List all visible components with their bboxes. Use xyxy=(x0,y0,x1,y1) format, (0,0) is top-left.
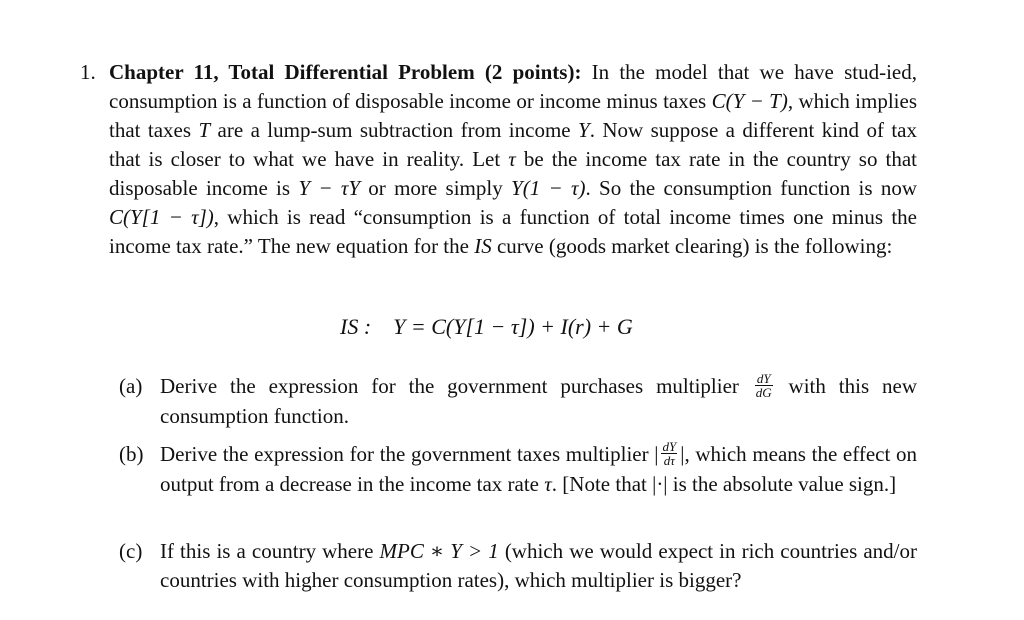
fraction-numerator: dY xyxy=(662,438,677,454)
problem-heading: Chapter 11, Total Differential Problem (2 points): xyxy=(109,60,582,84)
math-is-symbol: IS xyxy=(474,234,492,258)
part-b-text-4: is the absolute value sign.] xyxy=(667,471,897,496)
math-disposable-income-2: Y(1 − τ) xyxy=(511,176,586,200)
is-equation xyxy=(340,312,633,342)
fraction-denominator: dG xyxy=(755,384,772,400)
math-tau-symbol: τ xyxy=(544,471,552,496)
fraction-dy-dtau xyxy=(661,440,677,467)
part-b-text-2: , which means the effect on output from a decrease in the income tax rate xyxy=(160,442,917,496)
math-abs-sign: |·| xyxy=(652,471,668,496)
intro-text-1: In the model that we have stud-ied, consumption is a function of disposable income or income minus taxes xyxy=(109,60,917,113)
fraction-numerator: dY xyxy=(755,372,773,386)
intro-text-5: be the income tax rate in the country so that disposable income is xyxy=(109,147,918,200)
part-a xyxy=(119,372,917,431)
equation-body: Y = C(Y[1 − τ]) + I(r) + G xyxy=(393,314,633,339)
abs-bar-right: | xyxy=(680,442,685,466)
part-c-text-1: If this is a country where xyxy=(160,539,380,563)
fraction-denominator: dτ xyxy=(663,452,675,468)
part-c-text xyxy=(160,537,917,595)
math-mpc-condition: MPC ∗ Y > 1 xyxy=(379,539,499,563)
fraction-dy-dg xyxy=(755,372,773,399)
part-c-text-2: (which we would expect in rich countries and/or countries with higher consumption rates), which multiplier is bigger? xyxy=(160,539,917,592)
math-taxes-symbol: T xyxy=(198,118,211,142)
part-a-text-1: Derive the expression for the government purchases multiplier xyxy=(160,374,752,398)
equation-label: IS : xyxy=(340,314,372,339)
intro-text-6: or more simply xyxy=(360,176,512,200)
part-c-label: (c) xyxy=(119,539,143,563)
part-c xyxy=(119,537,917,595)
part-a-text xyxy=(160,372,917,431)
part-a-text-2: with this new consumption function. xyxy=(160,374,917,428)
math-disposable-income-1: Y − τY xyxy=(298,176,361,200)
intro-text-8: , which is read “consumption is a function of total income times one minus the income tax rate.” The new equation for the xyxy=(109,205,917,258)
intro-text-3: are a lump-sum subtraction from income xyxy=(210,118,579,142)
part-b xyxy=(119,440,917,499)
abs-bar-left: | xyxy=(654,442,659,466)
part-b-text-1: Derive the expression for the government taxes multiplier xyxy=(160,442,655,466)
part-b-text-3: . [Note that xyxy=(551,471,653,496)
math-income-symbol: Y xyxy=(578,118,590,142)
intro-text-9: curve (goods market clearing) is the following: xyxy=(491,234,893,258)
problem-statement xyxy=(109,58,917,261)
math-tau-symbol: τ xyxy=(508,147,516,171)
intro-text-7: . So the consumption function is now xyxy=(585,176,917,200)
part-b-label: (b) xyxy=(119,442,144,466)
part-b-text xyxy=(160,440,917,499)
part-a-label: (a) xyxy=(119,374,143,398)
intro-text-4: . Now suppose a different kind of tax that is closer to what we have in reality. Let xyxy=(109,118,917,171)
problem-number: 1. xyxy=(80,60,96,84)
intro-text-2: , which implies that taxes xyxy=(109,89,917,142)
math-c-of-y-minus-t: C(Y − T) xyxy=(711,89,788,113)
math-consumption-function: C(Y[1 − τ]) xyxy=(109,205,214,229)
